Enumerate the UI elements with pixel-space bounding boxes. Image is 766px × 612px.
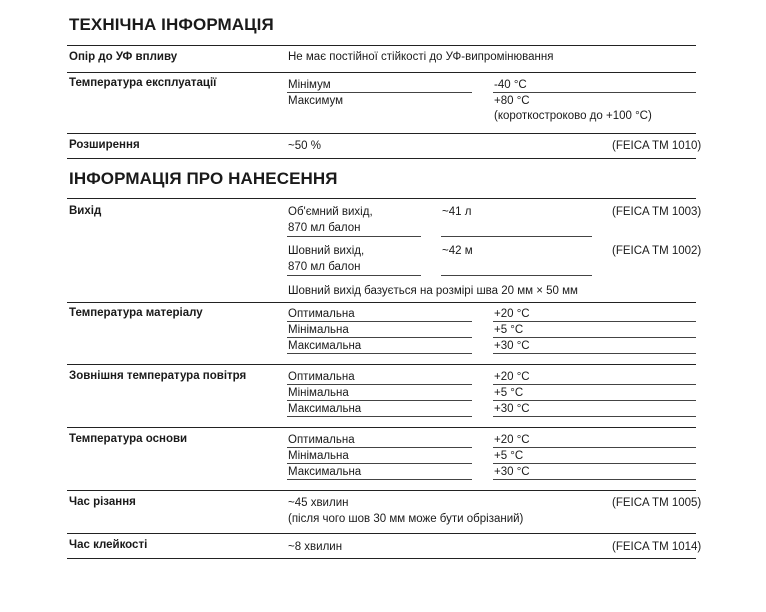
material-temp-max-name: Максимальна <box>288 340 362 352</box>
cut-time-value: ~45 хвилин <box>288 497 349 509</box>
air-temp-min-name: Мінімальна <box>288 387 349 399</box>
expansion-value: ~50 % <box>288 140 321 152</box>
yield-note: Шовний вихід базується на розмірі шва 20 мм × 50 мм <box>288 285 578 297</box>
yield-label: Вихід <box>69 205 102 217</box>
tack-time-label: Час клейкості <box>69 539 148 551</box>
base-temp-min-value: +5 °C <box>494 450 524 462</box>
row-line <box>287 447 472 448</box>
divider <box>67 302 696 303</box>
row-line <box>493 400 696 401</box>
tack-time-ref: (FEICA TM 1014) <box>612 541 702 553</box>
air-temp-opt-value: +20 °C <box>494 371 530 383</box>
service-temp-max-label: Максимум <box>288 95 344 107</box>
yield-volume-label: Об'ємний вихід, <box>288 206 373 218</box>
row-line <box>287 384 472 385</box>
row-line <box>493 479 696 480</box>
service-temp-min-label: Мінімум <box>288 79 331 91</box>
yield-volume-value: ~41 л <box>442 206 472 218</box>
air-temp-opt-name: Оптимальна <box>288 371 355 383</box>
divider <box>67 72 696 73</box>
row-line <box>287 236 421 237</box>
base-temp-min-name: Мінімальна <box>288 450 349 462</box>
divider <box>67 133 696 134</box>
service-temp-max-value: +80 °C <box>494 95 530 107</box>
row-line <box>493 321 696 322</box>
material-temp-opt-value: +20 °C <box>494 308 530 320</box>
air-temp-label: Зовнішня температура повітря <box>69 370 247 382</box>
yield-joint-label: Шовний вихід, <box>288 245 365 257</box>
divider <box>67 198 696 199</box>
row-line <box>287 92 472 93</box>
row-line <box>493 384 696 385</box>
row-line <box>441 275 592 276</box>
uv-label: Опір до УФ впливу <box>69 51 178 63</box>
application-info-title: ІНФОРМАЦІЯ ПРО НАНЕСЕННЯ <box>69 169 338 188</box>
yield-volume-ref: (FEICA TM 1003) <box>612 206 702 218</box>
cut-time-ref: (FEICA TM 1005) <box>612 497 702 509</box>
base-temp-opt-name: Оптимальна <box>288 434 355 446</box>
row-line <box>287 400 472 401</box>
material-temp-max-value: +30 °C <box>494 340 530 352</box>
yield-joint-ref: (FEICA TM 1002) <box>612 245 702 257</box>
row-line <box>493 353 696 354</box>
row-line <box>493 92 696 93</box>
base-temp-max-name: Максимальна <box>288 466 362 478</box>
divider <box>67 558 696 559</box>
material-temp-label: Температура матеріалу <box>69 307 203 319</box>
yield-joint-label-2: 870 мл балон <box>288 261 361 273</box>
base-temp-label: Температура основи <box>69 433 188 445</box>
row-line <box>441 236 592 237</box>
row-line <box>287 321 472 322</box>
row-line <box>287 353 472 354</box>
yield-joint-value: ~42 м <box>442 245 473 257</box>
row-line <box>493 337 696 338</box>
air-temp-max-name: Максимальна <box>288 403 362 415</box>
divider <box>67 427 696 428</box>
cut-time-note: (після чого шов 30 мм може бути обрізаний) <box>288 513 524 525</box>
service-temp-label: Температура експлуатації <box>69 77 217 89</box>
base-temp-max-value: +30 °C <box>494 466 530 478</box>
row-line <box>287 275 421 276</box>
base-temp-opt-value: +20 °C <box>494 434 530 446</box>
row-line <box>287 416 472 417</box>
yield-volume-label-2: 870 мл балон <box>288 222 361 234</box>
tack-time-value: ~8 хвилин <box>288 541 343 553</box>
divider <box>67 533 696 534</box>
row-line <box>493 463 696 464</box>
expansion-ref: (FEICA TM 1010) <box>612 140 702 152</box>
divider <box>67 45 696 46</box>
cut-time-label: Час різання <box>69 496 136 508</box>
service-temp-min-value: -40 °C <box>494 79 527 91</box>
material-temp-opt-name: Оптимальна <box>288 308 355 320</box>
material-temp-min-value: +5 °C <box>494 324 524 336</box>
row-line <box>287 479 472 480</box>
uv-value: Не має постійної стійкості до УФ-випромінювання <box>288 51 554 63</box>
divider <box>67 364 696 365</box>
row-line <box>287 337 472 338</box>
row-line <box>493 416 696 417</box>
row-line <box>493 447 696 448</box>
material-temp-min-name: Мінімальна <box>288 324 349 336</box>
row-line <box>287 463 472 464</box>
expansion-label: Розширення <box>69 139 140 151</box>
divider <box>67 490 696 491</box>
air-temp-min-value: +5 °C <box>494 387 524 399</box>
technical-info-title: ТЕХНІЧНА ІНФОРМАЦІЯ <box>69 15 274 34</box>
divider <box>67 158 696 159</box>
service-temp-max-note: (короткостроково до +100 °C) <box>494 110 652 122</box>
air-temp-max-value: +30 °C <box>494 403 530 415</box>
